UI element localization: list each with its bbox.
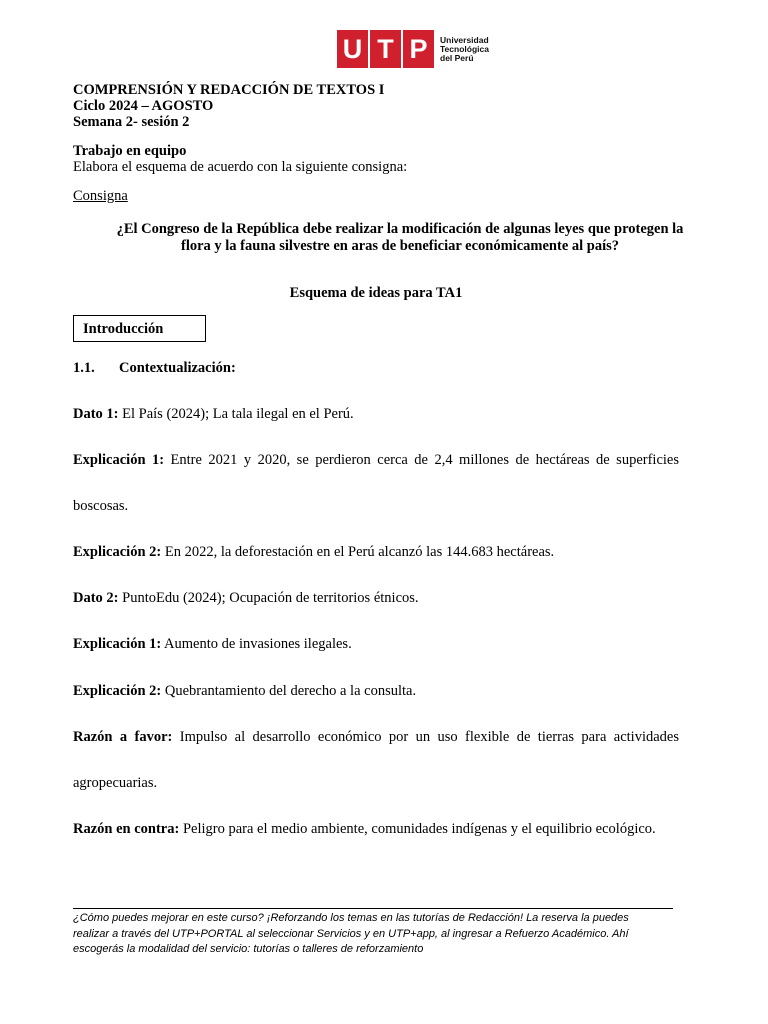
- item-text: Entre 2021 y 2020, se perdieron cerca de 2,4 millones de hectáreas de superficies: [164, 452, 679, 468]
- item-text: Quebrantamiento del derecho a la consulta.: [161, 683, 417, 699]
- subsection-title: Contextualización:: [119, 360, 236, 376]
- logo-text-line: Tecnológica: [440, 43, 489, 54]
- task-instruction: Elabora el esquema de acuerdo con la siguiente consigna:: [73, 159, 408, 175]
- dato-2: [73, 590, 679, 607]
- question-line: ¿El Congreso de la República debe realizar la modificación de algunas leyes que protegen la: [116, 221, 684, 237]
- explicacion-2a: [73, 544, 679, 561]
- item-label: Explicación 2:: [73, 683, 162, 699]
- utp-logo: [337, 30, 489, 68]
- item-label: Dato 1:: [73, 406, 119, 422]
- consigna-question: [100, 221, 700, 255]
- cycle-line: Ciclo 2024 – AGOSTO: [73, 98, 214, 114]
- razon-a-favor: [73, 729, 679, 746]
- item-text: Impulso al desarrollo económico por un uso flexible de tierras para actividades: [172, 729, 679, 745]
- item-text: Aumento de invasiones ilegales.: [161, 636, 352, 652]
- razon-en-contra: [73, 821, 679, 838]
- utp-logo-mark: [337, 30, 436, 68]
- explicacion-1a: [73, 452, 679, 469]
- item-label: Razón a favor:: [73, 729, 173, 745]
- logo-wordmark: [440, 36, 489, 63]
- task-title: Trabajo en equipo: [73, 143, 187, 159]
- logo-text-line: Universidad: [440, 34, 489, 45]
- item-text: El País (2024); La tala ilegal en el Perú.: [118, 406, 354, 422]
- question-line: flora y la fauna silvestre en aras de beneficiar económicamente al país?: [180, 238, 620, 254]
- explicacion-1b: [73, 636, 679, 653]
- section-box-introduccion: Introducción: [73, 315, 206, 342]
- item-label: Razón en contra:: [73, 821, 180, 837]
- logo-text-line: del Perú: [440, 52, 474, 63]
- footer-line: realizar a través del UTP+PORTAL al seleccionar Servicios y en UTP+app, al ingresar a Refuerzo Académico. Ahí: [73, 927, 629, 940]
- item-text: En 2022, la deforestación en el Perú alcanzó las 144.683 hectáreas.: [161, 544, 555, 560]
- explicacion-2b: [73, 683, 679, 700]
- razon-a-favor-continuation: agropecuarias.: [73, 775, 158, 791]
- week-line: Semana 2- sesión 2: [73, 114, 190, 130]
- footer-divider: [73, 908, 673, 909]
- item-label: Explicación 2:: [73, 544, 162, 560]
- logo-letter-t: T: [370, 30, 401, 68]
- footer-line: ¿Cómo puedes mejorar en este curso? ¡Reforzando los temas en las tutorías de Redacción! La reserva la puedes: [73, 912, 629, 924]
- logo-letter-u: U: [337, 30, 368, 68]
- footer-note: [73, 911, 683, 958]
- course-title: COMPRENSIÓN Y REDACCIÓN DE TEXTOS I: [73, 82, 385, 98]
- item-text: PuntoEdu (2024); Ocupación de territorios étnicos.: [118, 590, 419, 606]
- item-label: Dato 2:: [73, 590, 119, 606]
- subsection-number: 1.1.: [73, 360, 95, 376]
- schema-title: Esquema de ideas para TA1: [289, 285, 463, 301]
- consigna-label: Consigna: [73, 188, 128, 204]
- dato-1: [73, 406, 679, 423]
- explicacion-1a-continuation: boscosas.: [73, 498, 129, 514]
- item-label: Explicación 1:: [73, 636, 162, 652]
- logo-letter-p: P: [403, 30, 434, 68]
- footer-line: escogerás la modalidad del servicio: tutorías o talleres de reforzamiento: [73, 943, 424, 955]
- item-text: Peligro para el medio ambiente, comunidades indígenas y el equilibrio ecológico.: [179, 821, 656, 837]
- item-label: Explicación 1:: [73, 452, 165, 468]
